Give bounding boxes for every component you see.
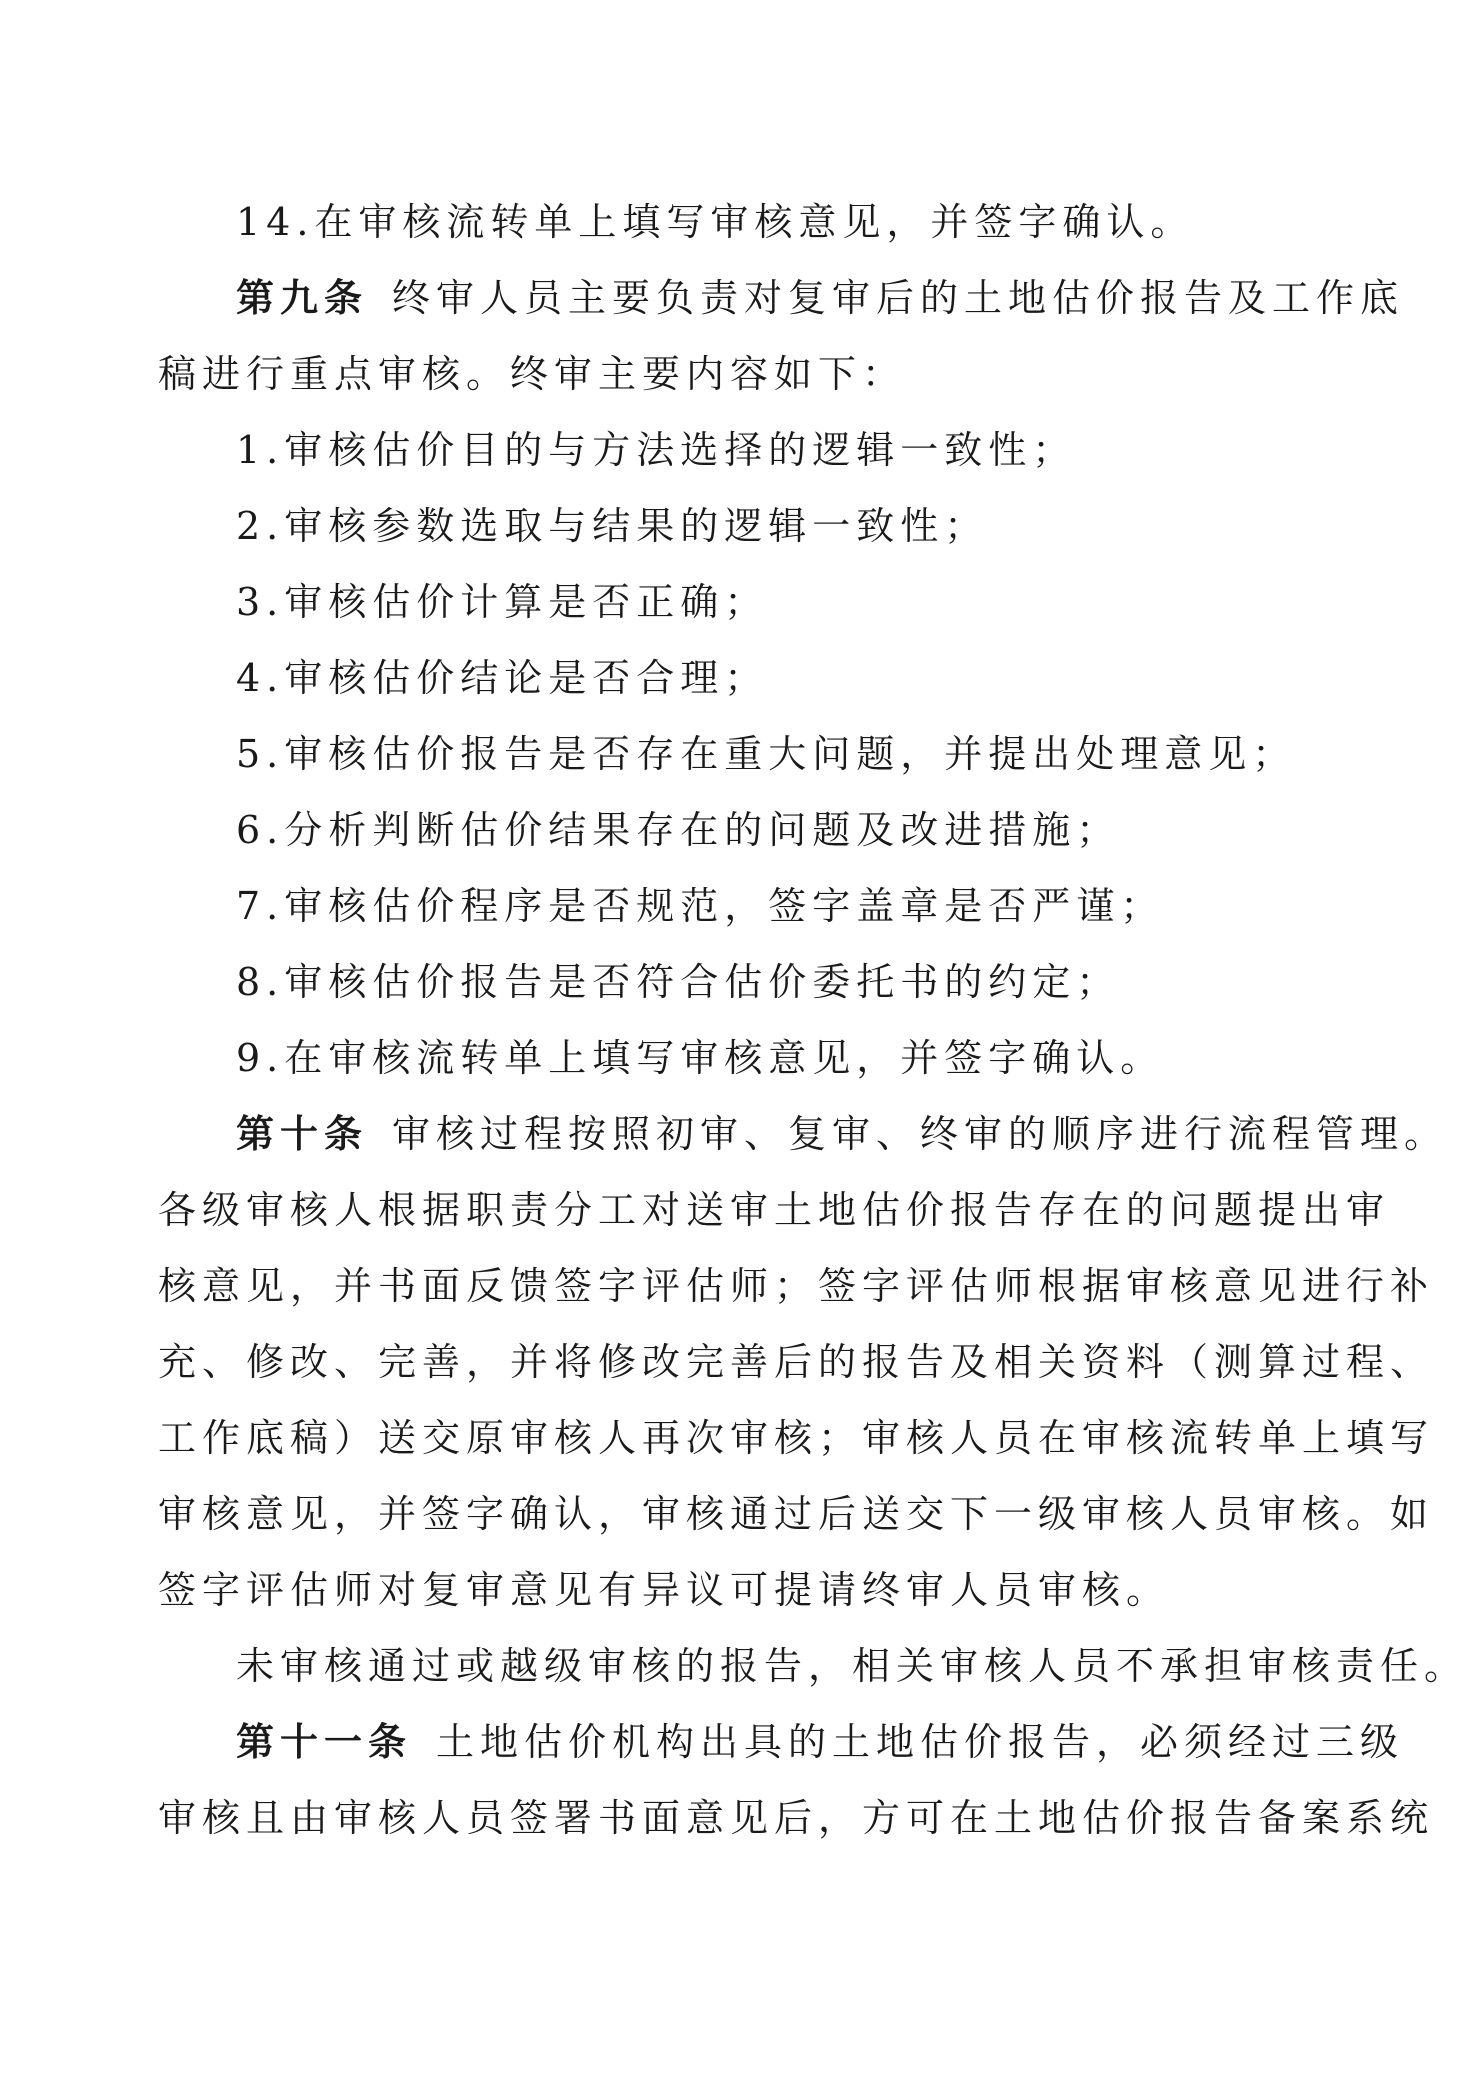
article-title: 第九条 xyxy=(236,275,369,320)
line-text: 未审核通过或越级审核的报告，相关审核人员不承担审核责任。 xyxy=(236,1644,1469,1688)
line-text: 1.审核估价目的与方法选择的逻辑一致性； xyxy=(236,428,1077,472)
article-10-line-2 xyxy=(158,1184,1390,1260)
line-text: 签字评估师对复审意见有异议可提请终审人员审核。 xyxy=(158,1568,1171,1612)
list-item-9 xyxy=(236,1032,1164,1108)
line-text: 9.在审核流转单上填写审核意见，并签字确认。 xyxy=(236,1036,1165,1080)
list-item-2 xyxy=(236,500,988,576)
article-10-line-5 xyxy=(158,1412,1434,1488)
list-item-4 xyxy=(236,652,768,728)
article-10-line-4 xyxy=(158,1336,1434,1412)
line-text: 工作底稿）送交原审核人再次审核；审核人员在审核流转单上填写 xyxy=(158,1416,1435,1460)
list-item-5 xyxy=(236,728,1296,804)
line-text: 充、修改、完善，并将修改完善后的报告及相关资料（测算过程、 xyxy=(158,1340,1435,1384)
line-text: 8.审核估价报告是否符合估价委托书的约定； xyxy=(236,960,1121,1004)
list-item-14 xyxy=(236,196,1194,272)
line-text: 3.审核估价计算是否正确； xyxy=(236,580,769,624)
paragraph-note xyxy=(236,1640,1468,1716)
article-9-line-2 xyxy=(158,348,906,424)
line-text: 审核且由审核人员签署书面意见后，方可在土地估价报告备案系统 xyxy=(158,1796,1435,1840)
line-text: 审核意见，并签字确认，审核通过后送交下一级审核人员审核。如 xyxy=(158,1492,1435,1536)
article-title: 第十一条 xyxy=(236,1719,413,1764)
line-text: 4.审核估价结论是否合理； xyxy=(236,656,769,700)
line-text: 2.审核参数选取与结果的逻辑一致性； xyxy=(236,504,989,548)
line-text: 6.分析判断估价结果存在的问题及改进措施； xyxy=(236,808,1121,852)
list-item-7 xyxy=(236,880,1164,956)
list-item-6 xyxy=(236,804,1120,880)
list-item-1 xyxy=(236,424,1076,500)
line-text: 14.在审核流转单上填写审核意见，并签字确认。 xyxy=(236,200,1195,244)
line-text: 稿进行重点审核。终审主要内容如下： xyxy=(158,352,907,396)
line-text: 7.审核估价程序是否规范，签字盖章是否严谨； xyxy=(236,884,1165,928)
line-text: 终审人员主要负责对复审后的土地估价报告及工作底 xyxy=(392,276,1405,320)
article-9-line-1 xyxy=(236,272,1404,348)
line-text: 土地估价机构出具的土地估价报告，必须经过三级 xyxy=(436,1720,1405,1764)
list-item-8 xyxy=(236,956,1120,1032)
article-10-line-6 xyxy=(158,1488,1434,1564)
article-11-line-2 xyxy=(158,1792,1434,1868)
list-item-3 xyxy=(236,576,768,652)
article-10-line-1 xyxy=(236,1108,1448,1184)
line-text: 核意见，并书面反馈签字评估师；签字评估师根据审核意见进行补 xyxy=(158,1264,1435,1308)
article-11-line-1 xyxy=(236,1716,1404,1792)
line-text: 各级审核人根据职责分工对送审土地估价报告存在的问题提出审 xyxy=(158,1188,1391,1232)
article-10-line-7 xyxy=(158,1564,1170,1640)
line-text: 审核过程按照初审、复审、终审的顺序进行流程管理。 xyxy=(392,1112,1449,1156)
line-text: 5.审核估价报告是否存在重大问题，并提出处理意见； xyxy=(236,732,1297,776)
article-title: 第十条 xyxy=(236,1111,369,1156)
article-10-line-3 xyxy=(158,1260,1434,1336)
